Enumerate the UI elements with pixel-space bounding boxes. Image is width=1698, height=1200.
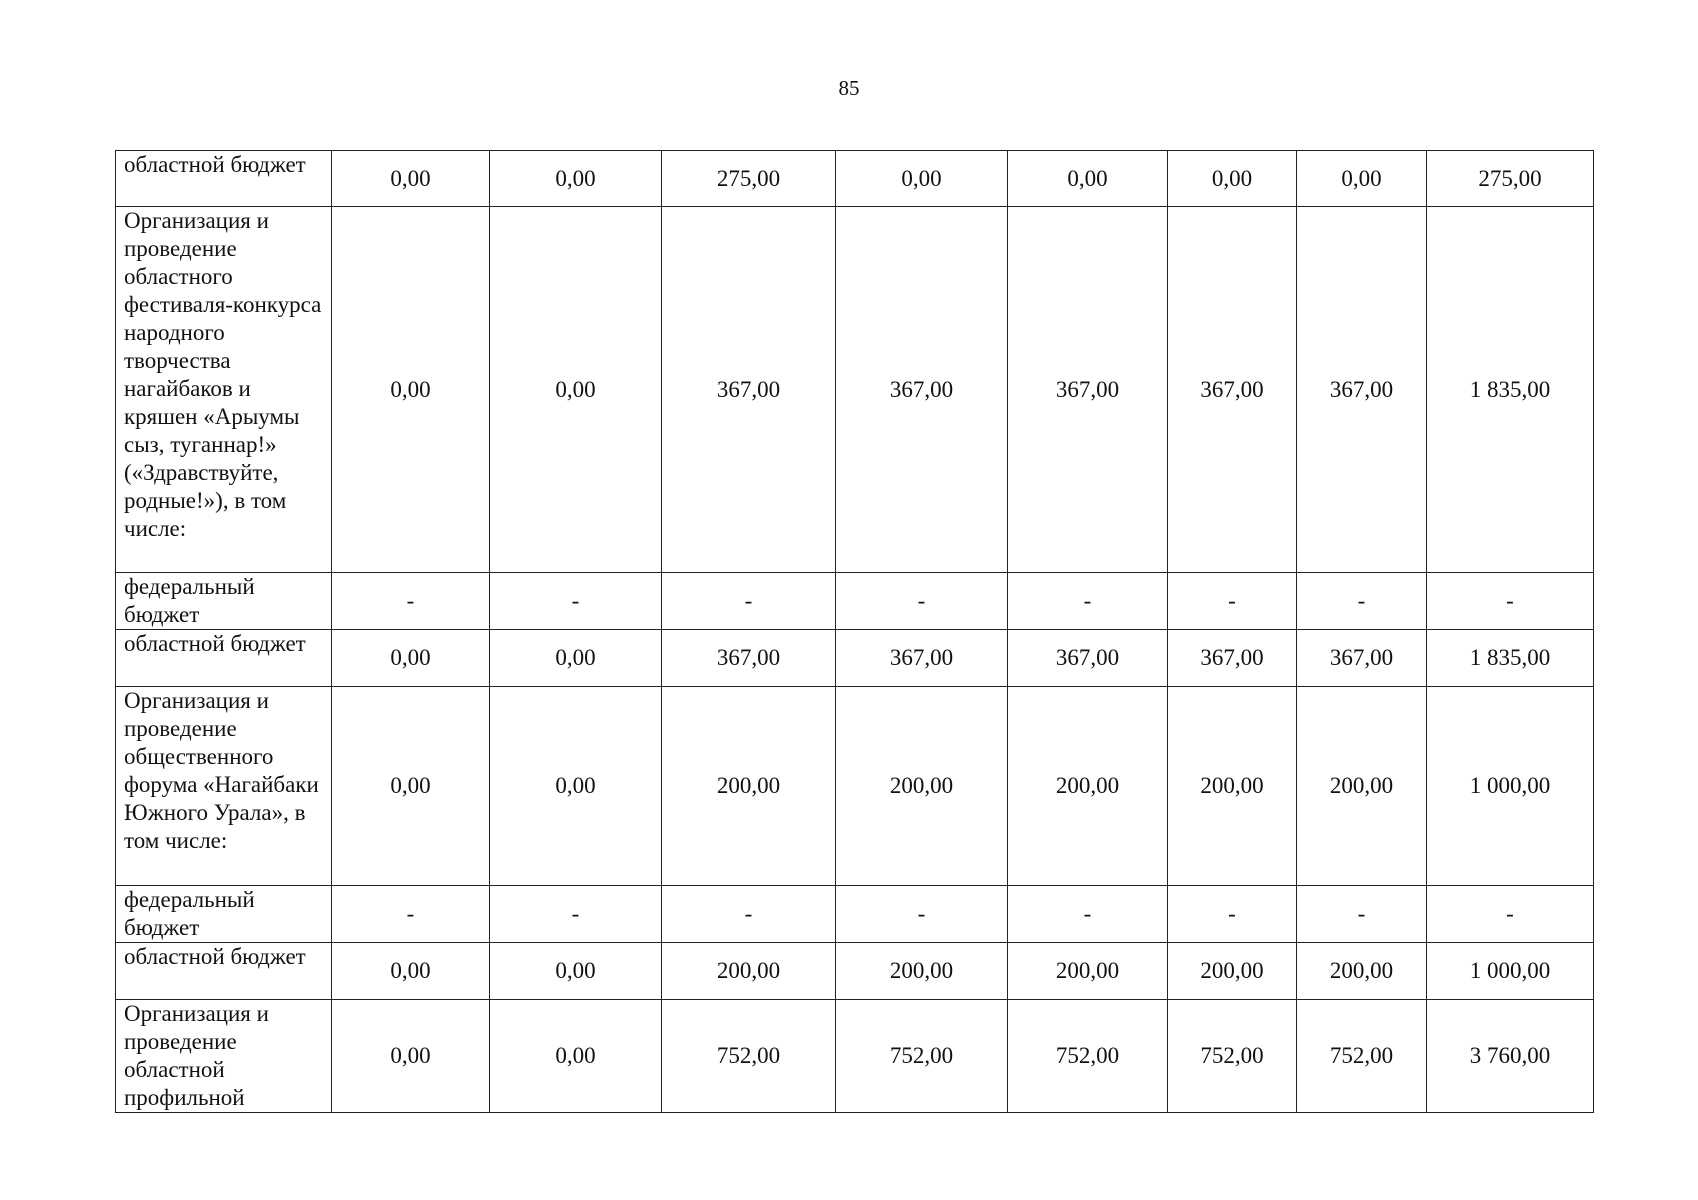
value-cell: 752,00 bbox=[1168, 1000, 1297, 1113]
total-cell: - bbox=[1427, 573, 1594, 630]
row-label: областной бюджет bbox=[116, 630, 332, 687]
value-cell: 0,00 bbox=[836, 151, 1008, 207]
value-cell: - bbox=[1008, 573, 1168, 630]
table-row bbox=[116, 207, 1594, 573]
value-cell: 0,00 bbox=[1168, 151, 1297, 207]
value-cell: - bbox=[1168, 573, 1297, 630]
table-row bbox=[116, 687, 1594, 886]
value-cell: 0,00 bbox=[332, 1000, 490, 1113]
value-cell: 367,00 bbox=[1297, 207, 1427, 573]
value-cell: 0,00 bbox=[490, 630, 662, 687]
value-cell: 0,00 bbox=[490, 943, 662, 1000]
value-cell: 200,00 bbox=[662, 687, 836, 886]
total-cell: 3 760,00 bbox=[1427, 1000, 1594, 1113]
budget-table bbox=[115, 150, 1594, 1113]
value-cell: 200,00 bbox=[1008, 687, 1168, 886]
value-cell: 200,00 bbox=[1168, 943, 1297, 1000]
total-cell: 1 835,00 bbox=[1427, 630, 1594, 687]
value-cell: 367,00 bbox=[662, 207, 836, 573]
value-cell: - bbox=[332, 886, 490, 943]
table-row bbox=[116, 1000, 1594, 1113]
value-cell: 200,00 bbox=[836, 943, 1008, 1000]
value-cell: 752,00 bbox=[1297, 1000, 1427, 1113]
value-cell: 200,00 bbox=[836, 687, 1008, 886]
value-cell: 0,00 bbox=[1008, 151, 1168, 207]
value-cell: 0,00 bbox=[332, 687, 490, 886]
total-cell: 1 000,00 bbox=[1427, 687, 1594, 886]
value-cell: 0,00 bbox=[332, 151, 490, 207]
value-cell: 200,00 bbox=[662, 943, 836, 1000]
row-label: Организация и проведение общественного форума «Нагайбаки Южного Урала», в том числе: bbox=[116, 687, 332, 886]
value-cell: 0,00 bbox=[490, 207, 662, 573]
value-cell: 0,00 bbox=[490, 1000, 662, 1113]
value-cell: 0,00 bbox=[332, 630, 490, 687]
total-cell: 275,00 bbox=[1427, 151, 1594, 207]
value-cell: - bbox=[662, 886, 836, 943]
value-cell: 0,00 bbox=[490, 151, 662, 207]
value-cell: - bbox=[662, 573, 836, 630]
table-row bbox=[116, 630, 1594, 687]
value-cell: 367,00 bbox=[836, 630, 1008, 687]
page-number: 85 bbox=[838, 76, 860, 100]
value-cell: - bbox=[1168, 886, 1297, 943]
total-cell: - bbox=[1427, 886, 1594, 943]
table-row bbox=[116, 943, 1594, 1000]
value-cell: 0,00 bbox=[1297, 151, 1427, 207]
value-cell: - bbox=[836, 886, 1008, 943]
value-cell: 200,00 bbox=[1297, 687, 1427, 886]
value-cell: - bbox=[490, 573, 662, 630]
row-label: областной бюджет bbox=[116, 151, 332, 207]
value-cell: 752,00 bbox=[836, 1000, 1008, 1113]
table-row bbox=[116, 573, 1594, 630]
value-cell: - bbox=[332, 573, 490, 630]
value-cell: 275,00 bbox=[662, 151, 836, 207]
row-label: Организация и проведение областного фестиваля-конкурса народного творчества нагайбаков и кряшен «Арыумы сыз, туганнар!» («Здравствуйте, родные!»), в том числе: bbox=[116, 207, 332, 573]
value-cell: 367,00 bbox=[836, 207, 1008, 573]
value-cell: 367,00 bbox=[1168, 630, 1297, 687]
value-cell: 752,00 bbox=[1008, 1000, 1168, 1113]
value-cell: - bbox=[1297, 573, 1427, 630]
row-label: Организация и проведение областной профильной bbox=[116, 1000, 332, 1113]
value-cell: 367,00 bbox=[1008, 207, 1168, 573]
value-cell: 367,00 bbox=[1297, 630, 1427, 687]
value-cell: 0,00 bbox=[490, 687, 662, 886]
value-cell: - bbox=[836, 573, 1008, 630]
value-cell: 200,00 bbox=[1168, 687, 1297, 886]
value-cell: 0,00 bbox=[332, 207, 490, 573]
row-label: областной бюджет bbox=[116, 943, 332, 1000]
table-row bbox=[116, 886, 1594, 943]
row-label: федеральный бюджет bbox=[116, 573, 332, 630]
value-cell: 367,00 bbox=[1168, 207, 1297, 573]
value-cell: - bbox=[490, 886, 662, 943]
value-cell: 200,00 bbox=[1297, 943, 1427, 1000]
value-cell: - bbox=[1008, 886, 1168, 943]
total-cell: 1 835,00 bbox=[1427, 207, 1594, 573]
value-cell: - bbox=[1297, 886, 1427, 943]
total-cell: 1 000,00 bbox=[1427, 943, 1594, 1000]
value-cell: 367,00 bbox=[662, 630, 836, 687]
value-cell: 367,00 bbox=[1008, 630, 1168, 687]
value-cell: 200,00 bbox=[1008, 943, 1168, 1000]
row-label: федеральный бюджет bbox=[116, 886, 332, 943]
value-cell: 0,00 bbox=[332, 943, 490, 1000]
table-row bbox=[116, 151, 1594, 207]
value-cell: 752,00 bbox=[662, 1000, 836, 1113]
